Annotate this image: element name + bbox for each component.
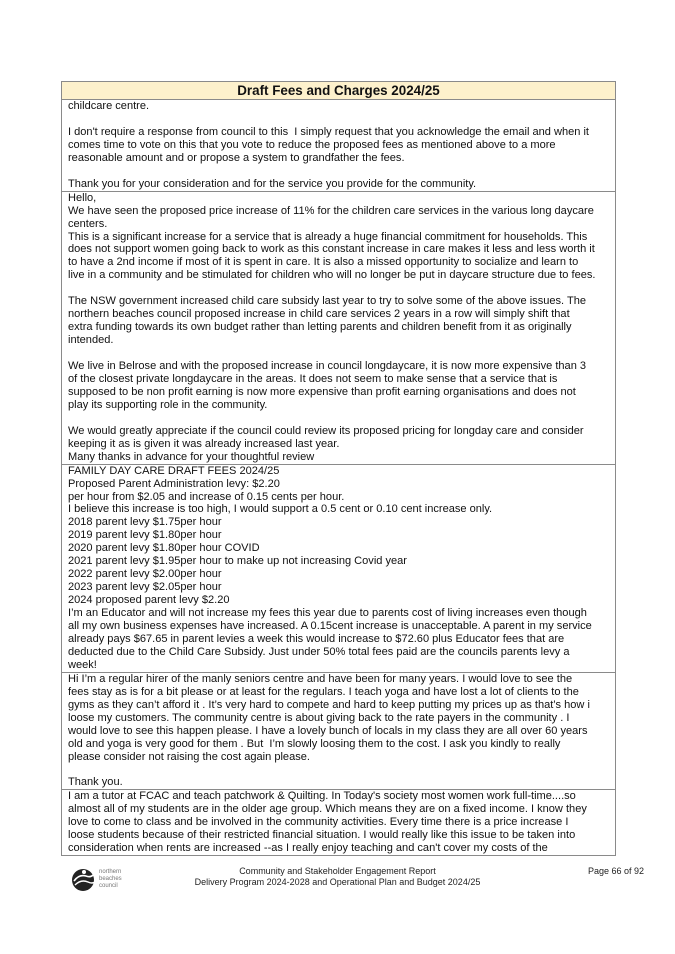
- table-row: [62, 673, 615, 791]
- footer-title: [0, 866, 675, 888]
- row-text-line: of the closest private longdaycare in the areas. It does not seem to make sense that a service that is: [68, 372, 558, 385]
- row-text-line: consideration when rents are increased --as I really enjoy teaching and can't cover my costs of the: [68, 842, 548, 855]
- logo-text-line: northern: [99, 869, 122, 875]
- row-text-line: please consider not raising the cost again please.: [68, 750, 310, 763]
- table-row: [62, 790, 615, 855]
- row-text-line: 2018 parent levy $1.75per hour: [68, 516, 222, 529]
- row-text-line: I am a tutor at FCAC and teach patchwork & Quilting. In Today's society most women work full-time....so: [68, 790, 576, 803]
- row-text-line: I believe this increase is too high, I would support a 0.5 cent or 0.10 cent increase only.: [68, 503, 493, 516]
- row-text-line: [68, 347, 611, 360]
- row-text-line: would love to see this happen please. I have a lovely bunch of locals in my class they are all over 60 years: [68, 724, 588, 737]
- row-text-line: reasonable amount and or propose a system to grandfather the fees.: [68, 151, 405, 164]
- row-text-line: I don't require a response from council to this I simply request that you acknowledge the email and when it: [68, 125, 589, 138]
- row-text-line: comes time to vote on this that you vote to reduce the proposed fees as mentioned above to a more: [68, 138, 556, 151]
- submissions-table: [61, 81, 616, 856]
- row-text-line: FAMILY DAY CARE DRAFT FEES 2024/25: [68, 464, 280, 477]
- row-text-line: northern beaches council proposed increase in child care services 2 years in a row will simply shift that: [68, 308, 570, 321]
- row-text-line: 2024 proposed parent levy $2.20: [68, 594, 230, 607]
- row-text-line: week!: [68, 658, 97, 671]
- row-text-line: per hour from $2.05 and increase of 0.15 cents per hour.: [68, 490, 345, 503]
- row-text-line: live in a community and be stimulated for children who will no longer be put in daycare structure due to fees.: [68, 269, 596, 282]
- row-text-line: 2020 parent levy $1.80per hour COVID: [68, 542, 260, 555]
- row-text-line: Thank you for your consideration and for the service you provide for the community.: [68, 177, 477, 190]
- row-text-line: extra funding towards its own budget rather than letting parents and children benefit from it as originally: [68, 321, 572, 334]
- footer-title-line1: Community and Stakeholder Engagement Report: [239, 866, 436, 876]
- row-text-line: play its supporting role in the community.: [68, 398, 268, 411]
- row-text-line: [68, 764, 611, 777]
- row-text-line: [68, 165, 611, 178]
- row-text-line: almost all of my students are in the older age group. Which means they are on a fixed income. I know they: [68, 803, 587, 816]
- row-text-line: 2021 parent levy $1.95per hour to make up not increasing Covid year: [68, 555, 407, 568]
- row-text-line: 2019 parent levy $1.80per hour: [68, 529, 222, 542]
- page-number: Page 66 of 92: [588, 866, 645, 876]
- row-text-line: loose students because of their restricted financial situation. I would really like this issue to be taken into: [68, 829, 576, 842]
- row-text-line: loose my customers. The community centre is about giving back to the rate payers in the community . I: [68, 711, 570, 724]
- row-text-line: to have a 2nd income if most of it is spent in care. It is also a missed opportunity to socialize and learn to: [68, 256, 579, 269]
- row-text-line: Hello,: [68, 191, 97, 204]
- row-text-line: [68, 113, 611, 126]
- footer-title-line2: Delivery Program 2024-2028 and Operational Plan and Budget 2024/25: [194, 877, 481, 887]
- table-header: Draft Fees and Charges 2024/25: [62, 82, 615, 100]
- row-text-line: old and yoga is very good for them . But I’m slowly loosing them to the cost. I ask you kindly to really: [68, 737, 561, 750]
- logo-text-line: beaches: [99, 876, 122, 882]
- row-text-line: 2023 parent levy $2.05per hour: [68, 581, 222, 594]
- row-text-line: centers.: [68, 217, 108, 230]
- row-text-line: childcare centre.: [68, 100, 150, 112]
- page-footer: [0, 864, 675, 904]
- row-text-line: all my own business expenses have increased. A 0.15cent increase is unacceptable. A parent in my service: [68, 620, 592, 633]
- row-text-line: We have seen the proposed price increase of 11% for the children care services in the various long daycare: [68, 204, 594, 217]
- row-text-line: We live in Belrose and with the proposed increase in council longdaycare, it is now more expensive than 3: [68, 360, 587, 372]
- row-text-line: keeping it as is given it was already increased last year.: [68, 437, 340, 450]
- row-text-line: already pays $67.65 in parent levies a week this would increase to $72.60 plus Educator fees that are: [68, 633, 565, 645]
- row-text-line: deducted due to the Child Care Subsidy. Just under 50% total fees paid are the councils parents levy a: [68, 645, 570, 658]
- row-text-line: [68, 412, 611, 425]
- row-text-line: Many thanks in advance for your thoughtful review: [68, 450, 315, 463]
- row-text-line: love to come to class and be involved in the community activities. Every time there is a price increase I: [68, 816, 569, 829]
- row-text-line: Proposed Parent Administration levy: $2.20: [68, 477, 280, 490]
- logo-text-line: council: [99, 883, 118, 889]
- row-text-line: intended.: [68, 334, 114, 347]
- row-text-line: I’m an Educator and will not increase my fees this year due to parents cost of living increases even though: [68, 607, 587, 620]
- table-row: [62, 100, 615, 192]
- row-text-line: We would greatly appreciate if the council could review its proposed pricing for longday care and consider: [68, 424, 584, 437]
- row-text-line: fees stay as is for a bit please or at least for the regulars. I teach yoga and have lost a lot of clients to the: [68, 685, 579, 698]
- table-row: [62, 465, 615, 673]
- row-text-line: The NSW government increased child care subsidy last year to try to solve some of the above issues. The: [68, 295, 587, 308]
- row-text-line: Hi I’m a regular hirer of the manly seniors centre and have been for many years. I would love to see the: [68, 672, 573, 685]
- table-row: [62, 192, 615, 465]
- row-text-line: does not support women going back to work as this constant increase in care makes it less and less worth it: [68, 243, 595, 256]
- row-text-line: [68, 282, 611, 295]
- row-text-line: supposed to be non profit earning is now more expensive than profit earning organisations and does not: [68, 385, 576, 398]
- row-text-line: Thank you.: [68, 776, 123, 789]
- row-text-line: 2022 parent levy $2.00per hour: [68, 568, 222, 581]
- row-text-line: This is a significant increase for a service that is already a huge financial commitment for households. This: [68, 230, 588, 243]
- row-text-line: gyms as they can’t afford it . It’s very hard to compete and hard to keep putting my prices up as that’s how i: [68, 698, 590, 711]
